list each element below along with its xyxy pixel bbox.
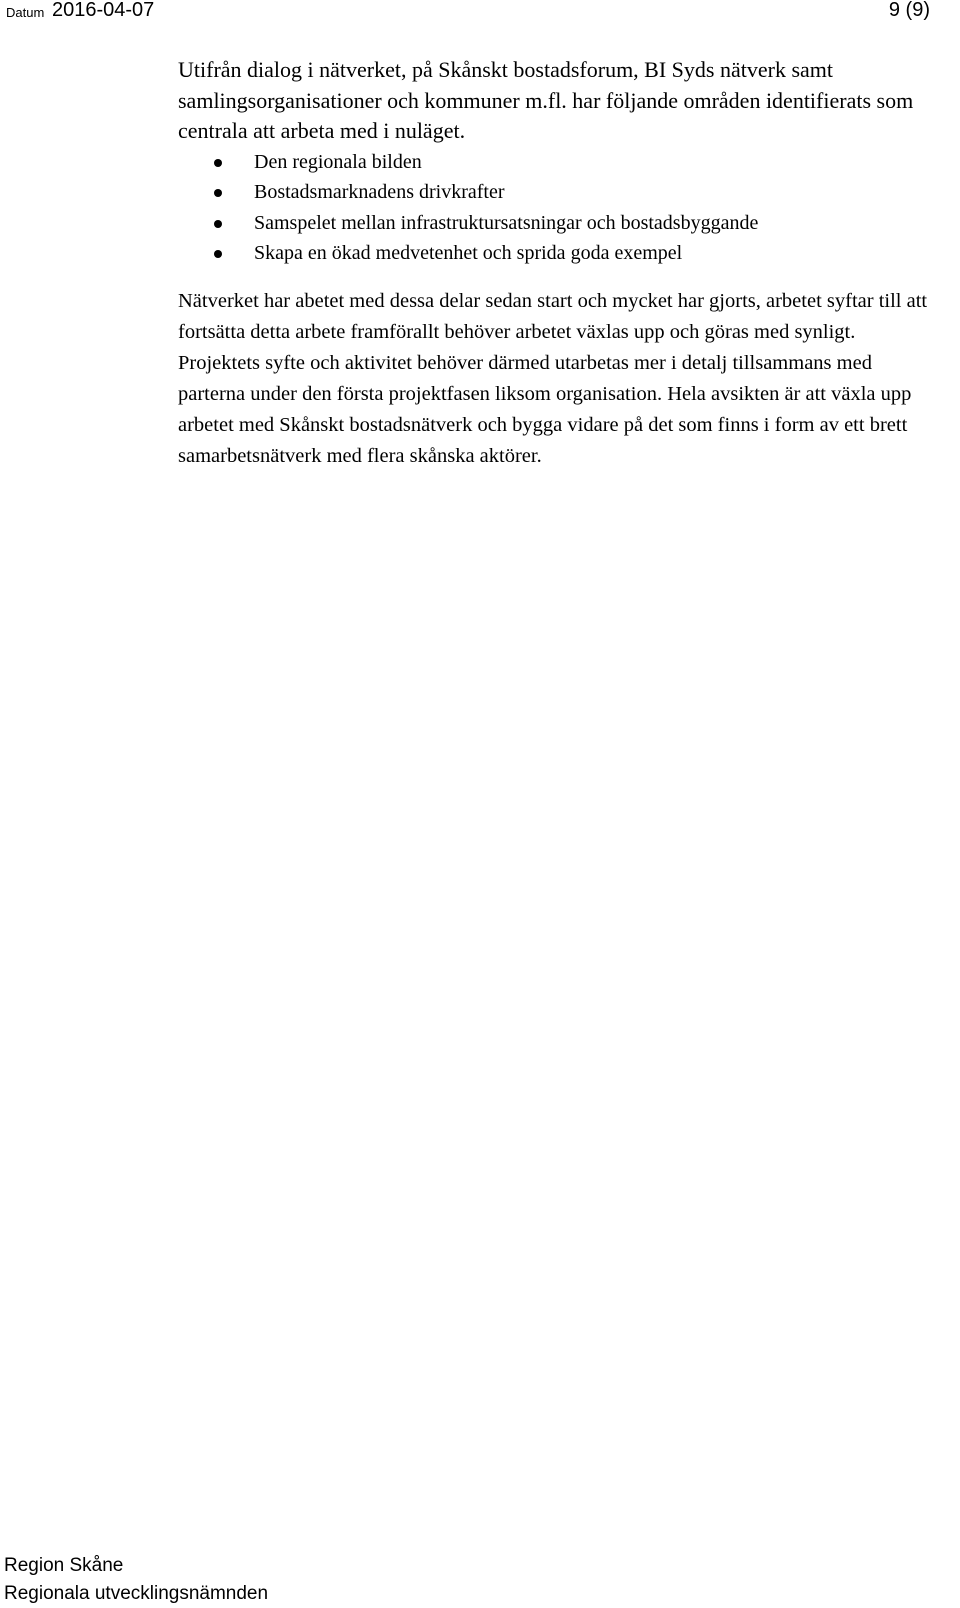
list-item-label: Den regionala bilden <box>254 150 422 173</box>
document-body <box>178 55 938 472</box>
date-value: 2016-04-07 <box>52 0 155 21</box>
list-item <box>254 147 938 178</box>
list-item <box>254 208 938 239</box>
list-item <box>254 238 938 269</box>
intro-paragraph: Utifrån dialog i nätverket, på Skånskt bostadsforum, BI Syds nätverk samt samlingsorganisationer och kommuner m.fl. har följande områden identifierats som centrala att arbeta med i nuläget. <box>178 57 914 143</box>
bullet-icon <box>214 189 222 197</box>
list-item-label: Bostadsmarknadens drivkrafter <box>254 181 505 203</box>
list-item <box>254 177 938 208</box>
page-header <box>0 0 960 30</box>
list-item-label: Skapa en ökad medvetenhet och sprida goda exempel <box>254 242 683 264</box>
footer-organization: Region Skåne <box>4 1555 124 1576</box>
body-paragraph: Nätverket har abetet med dessa delar sedan start och mycket har gjorts, arbetet syftar till att fortsätta detta arbete framförallt behöver arbetet växlas upp och göras med synligt. Projektets syfte och aktivitet behöver därmed utarbetas mer i detalj tillsammans med parterna under den första projektfasen liksom organisation. Hela avsikten är att växla upp arbetet med Skånskt bostadsnätverk och bygga vidare på det som finns i form av ett brett samarbetsnätverk med flera skånska aktörer. <box>178 289 928 467</box>
footer-committee: Regionala utvecklingsnämnden <box>4 1583 269 1604</box>
list-item-label: Samspelet mellan infrastruktursatsningar och bostadsbyggande <box>254 211 759 234</box>
bullet-icon <box>214 159 222 167</box>
date-label: Datum <box>6 5 45 20</box>
bullet-icon <box>214 250 222 258</box>
bullet-icon <box>214 220 222 228</box>
page-footer <box>4 1552 268 1608</box>
bullet-list <box>178 147 938 269</box>
page-number: 9 (9) <box>888 0 930 21</box>
